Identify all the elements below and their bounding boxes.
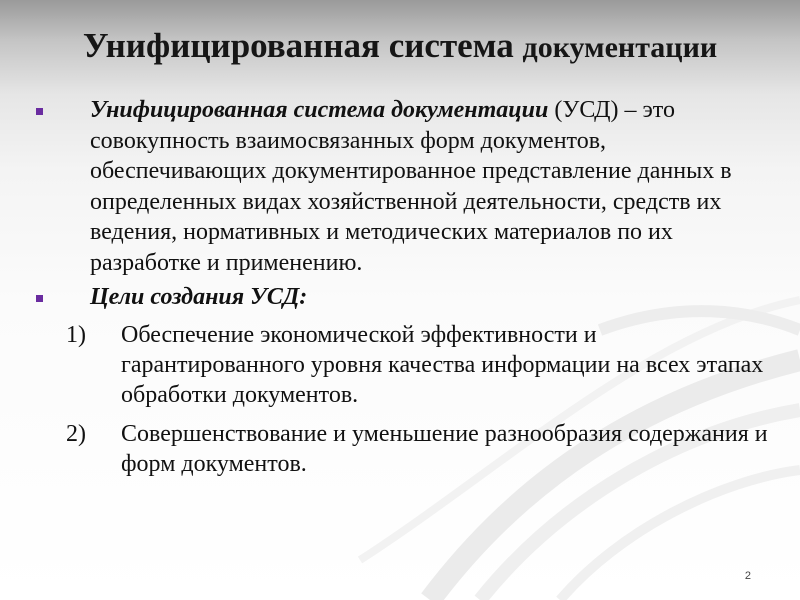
goals-list: [0, 320, 800, 479]
goal-item: [66, 320, 781, 410]
goal-number: 2): [66, 420, 86, 447]
title-main: Унифицированная система: [82, 26, 514, 65]
goal-text: Обеспечение экономической эффективности и гарантированного уровня качества информации на всех этапах обработки документов.: [121, 321, 764, 408]
square-bullet-icon: [36, 108, 43, 115]
goals-lead: Цели создания УСД:: [90, 284, 308, 310]
slide-title: [0, 26, 800, 66]
definition-text: (УСД) – это совокупность взаимосвязанных форм документов, обеспечивающих документированное представление данных в определенных видах хозяйственной деятельности, средств их ведения, нормативных и методических материалов по их разработке и применению.: [90, 97, 732, 276]
page-number: 2: [744, 570, 751, 582]
goal-number: 1): [66, 321, 86, 348]
definition-lead: Унифицированная система документации: [90, 97, 549, 123]
square-bullet-icon: [36, 295, 43, 302]
slide-content: [0, 95, 800, 488]
goal-text: Совершенствование и уменьшение разнообразия содержания и форм документов.: [121, 420, 768, 477]
bullet-item-definition: [90, 95, 780, 278]
goal-item: [66, 419, 781, 479]
bullet-item-goals: [90, 282, 780, 313]
title-tail: документации: [522, 31, 718, 64]
